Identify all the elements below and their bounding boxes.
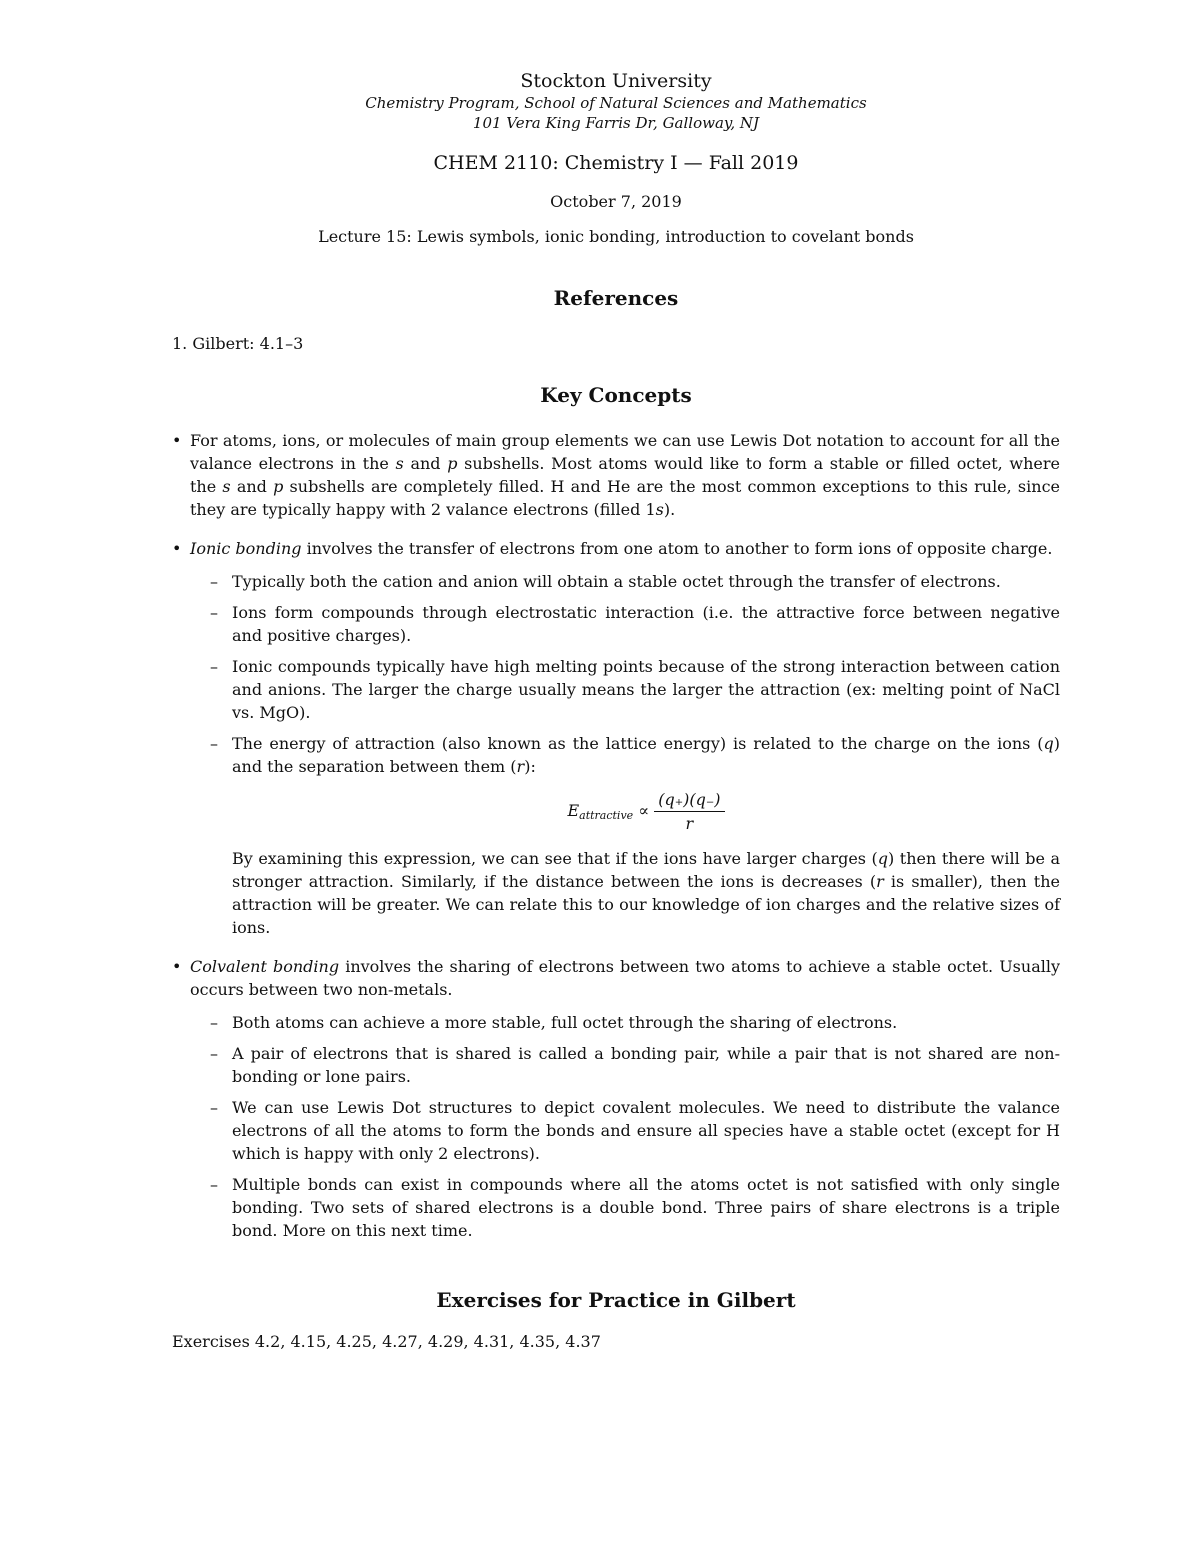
sub-item-text: Typically both the cation and anion will obtain a stable octet through the transfer of electrons.: [232, 572, 1001, 591]
sub-item-text: A pair of electrons that is shared is called a bonding pair, while a pair that is not shared are non-bonding or lone pairs.: [232, 1044, 1060, 1086]
dash-icon: –: [210, 657, 218, 676]
proportional-symbol: ∝: [638, 801, 650, 820]
term-covalent-bonding: Colvalent bonding: [190, 957, 340, 976]
exercises-list: Exercises 4.2, 4.15, 4.25, 4.27, 4.29, 4.31, 4.35, 4.37: [172, 1332, 601, 1351]
reference-text: Gilbert: 4.1–3: [192, 334, 304, 353]
covalent-sublist: [190, 1011, 1060, 1242]
math-r: r: [876, 872, 884, 891]
equation-explanation: [232, 847, 1060, 939]
math-r: r: [516, 757, 525, 776]
ionic-sublist: [190, 570, 1060, 939]
document-page: [172, 64, 1060, 1351]
sub-item: [190, 570, 1060, 593]
equation-subscript: attractive: [579, 809, 634, 822]
sub-item-text: Ionic compounds typically have high melting points because of the strong interaction between cation and anions. The larger the charge usually means the larger the attraction (ex: melting point of NaCl vs. MgO).: [232, 657, 1060, 722]
equation-numerator: (q₊)(q₋): [654, 788, 724, 812]
concept-item-covalent: [172, 955, 1060, 1242]
concept-text: involves the transfer of electrons from one atom to another to form ions of opposite charge.: [301, 539, 1053, 558]
dash-icon: –: [210, 572, 218, 591]
equation-fraction: [654, 788, 724, 835]
sub-item-text: ):: [524, 757, 536, 776]
key-concepts-heading: Key Concepts: [540, 383, 692, 407]
sub-item: [190, 1042, 1060, 1088]
dash-icon: –: [210, 1044, 218, 1063]
dash-icon: –: [210, 1098, 218, 1117]
explanation-text: is smaller), then the attraction will be greater. We can relate this to our knowledge of ion charges and the relative sizes of ions.: [232, 872, 1061, 937]
math-p: p: [273, 477, 284, 496]
sub-item: [190, 655, 1060, 724]
term-ionic-bonding: Ionic bonding: [190, 539, 302, 558]
address: 101 Vera King Farris Dr, Galloway, NJ: [472, 114, 760, 132]
math-s: s: [655, 500, 664, 519]
lecture-date: October 7, 2019: [550, 192, 682, 211]
sub-item: [190, 1173, 1060, 1242]
sub-item: [190, 1011, 1060, 1034]
math-s: s: [222, 477, 231, 496]
dash-icon: –: [210, 603, 218, 622]
concept-item-lewis: [172, 429, 1060, 521]
dash-icon: –: [210, 1175, 218, 1194]
equation-lhs: E: [567, 801, 580, 820]
lecture-title: Lecture 15: Lewis symbols, ionic bonding, introduction to covelant bonds: [318, 227, 914, 246]
reference-item: [172, 334, 1060, 353]
math-s: s: [395, 454, 404, 473]
references-heading: References: [553, 286, 679, 310]
sub-item-text: Both atoms can achieve a more stable, full octet through the sharing of electrons.: [232, 1013, 898, 1032]
sub-item-lattice-energy: [190, 732, 1060, 939]
sub-item: [190, 601, 1060, 647]
university-name: Stockton University: [520, 70, 712, 92]
bullet-icon: •: [172, 431, 182, 450]
concept-text: and: [230, 477, 274, 496]
sub-item-text: The energy of attraction (also known as the lattice energy) is related to the charge on the ions (: [232, 734, 1044, 753]
sub-item-text: We can use Lewis Dot structures to depict covalent molecules. We need to distribute the valance electrons of all the atoms to form the bonds and ensure all species have a stable octet (except for H which is happy with only 2 electrons).: [232, 1098, 1060, 1163]
math-q: q: [1043, 734, 1054, 753]
course-title: CHEM 2110: Chemistry I — Fall 2019: [433, 152, 799, 174]
concept-text: ).: [663, 500, 676, 519]
exercises-heading: Exercises for Practice in Gilbert: [436, 1288, 796, 1312]
equation-denominator: r: [685, 814, 694, 833]
program-name: Chemistry Program, School of Natural Sciences and Mathematics: [365, 94, 867, 112]
concept-text: For atoms, ions, or molecules of main group elements we can use Lewis Dot notation to account for all the valance electrons in the: [190, 431, 1060, 473]
concept-text: subshells. Most atoms would like to form a stable or filled octet, where the: [190, 454, 1060, 496]
bullet-icon: •: [172, 957, 182, 976]
reference-number: 1.: [172, 334, 188, 353]
concept-text: and: [403, 454, 448, 473]
bullet-icon: •: [172, 539, 182, 558]
concept-item-ionic: [172, 537, 1060, 939]
math-p: p: [447, 454, 458, 473]
sub-item: [190, 1096, 1060, 1165]
dash-icon: –: [210, 1013, 218, 1032]
concept-text: involves the sharing of electrons between two atoms to achieve a stable octet. Usually occurs between two non-metals.: [190, 957, 1061, 999]
sub-item-text: Multiple bonds can exist in compounds where all the atoms octet is not satisfied with only single bonding. Two sets of shared electrons is a double bond. Three pairs of share electrons is a triple bond. More on this next time.: [232, 1175, 1060, 1240]
key-concepts-list: [172, 429, 1060, 1242]
sub-item-text: ) and the separation between them (: [232, 734, 1060, 776]
dash-icon: –: [210, 734, 218, 753]
explanation-text: ) then there will be a stronger attraction. Similarly, if the distance between the ions is decreases (: [232, 849, 1061, 891]
concept-text: subshells are completely filled. H and He are the most common exceptions to this rule, since they are typically happy with 2 valance electrons (filled 1: [190, 477, 1060, 519]
math-q: q: [877, 849, 889, 868]
references-list: [172, 334, 1060, 353]
explanation-text: By examining this expression, we can see that if the ions have larger charges (: [232, 849, 878, 868]
attraction-equation: [232, 788, 1060, 835]
sub-item-text: Ions form compounds through electrostatic interaction (i.e. the attractive force between negative and positive charges).: [232, 603, 1060, 645]
